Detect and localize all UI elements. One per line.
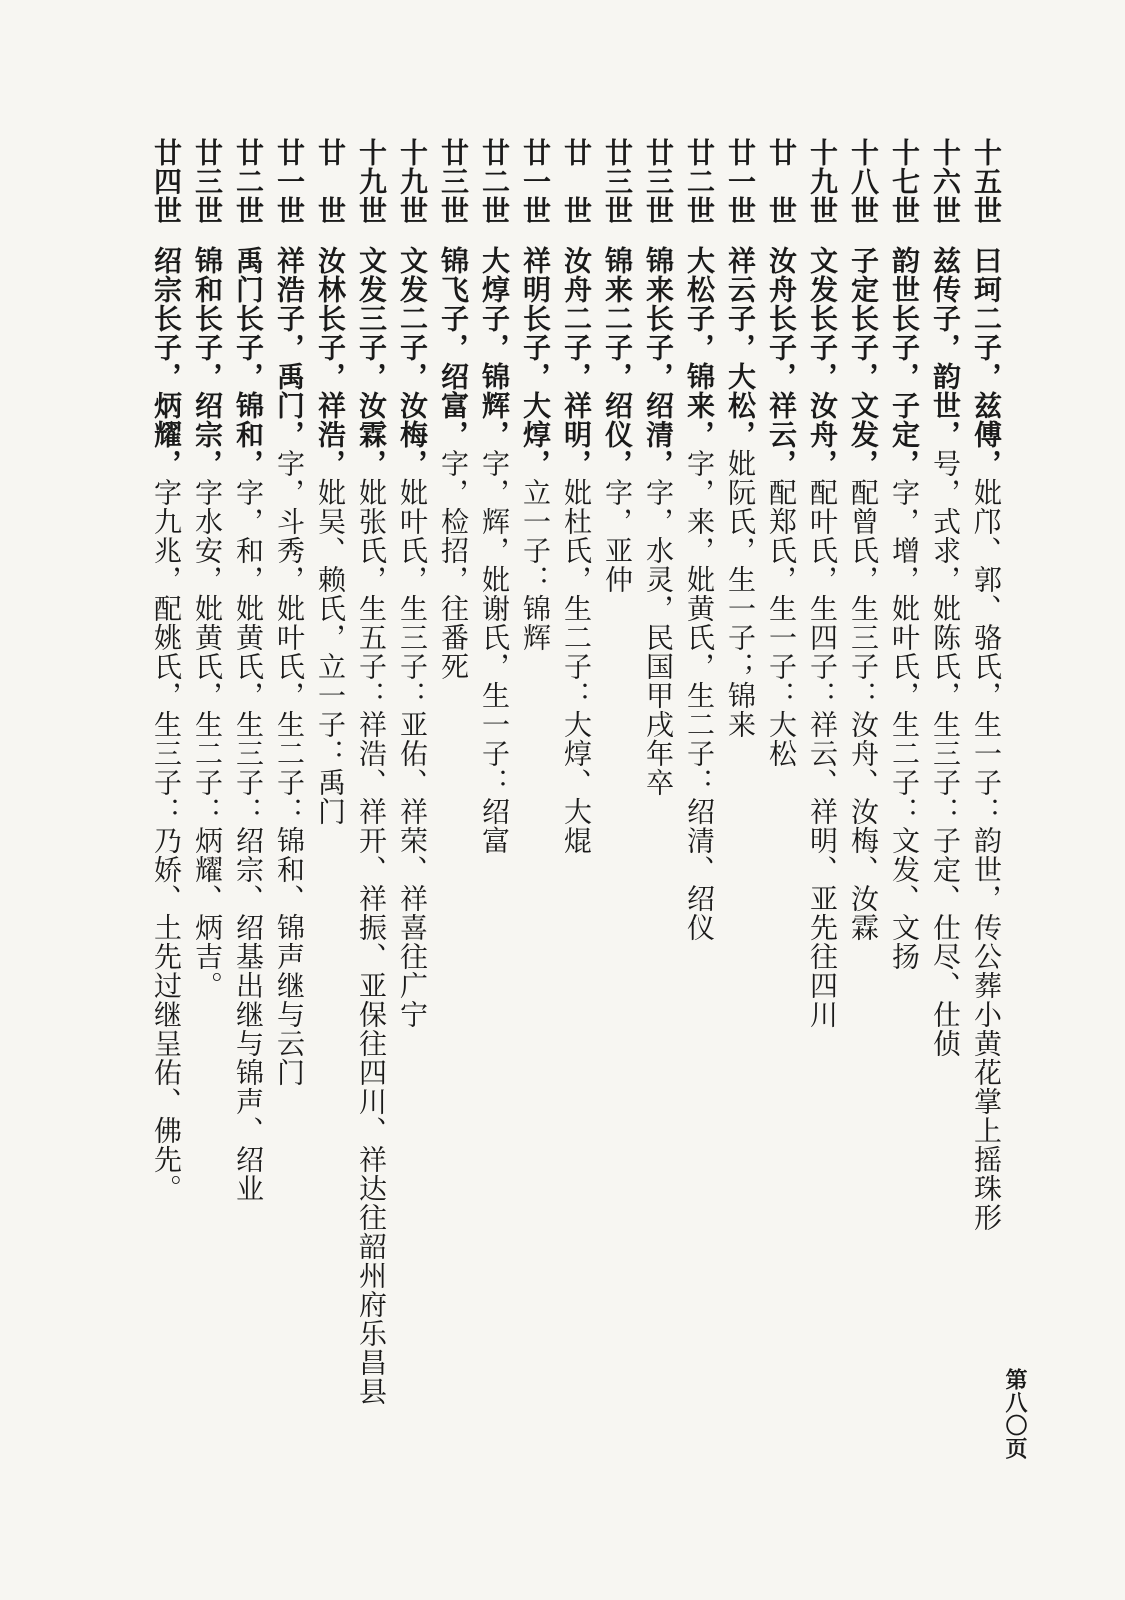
entry-text: 妣吴、赖氏，立一子：禹门 bbox=[314, 478, 347, 826]
entry-text: 字，亚仲 bbox=[601, 478, 634, 594]
generation-label: 廿一世 bbox=[519, 138, 552, 225]
entry-text: 妣阮氏，生一子；锦来 bbox=[724, 449, 757, 739]
generation-label: 廿三世 bbox=[437, 138, 470, 225]
entry-lead: 锦来长子，绍清， bbox=[642, 246, 675, 478]
generation-label: 十九世 bbox=[396, 138, 429, 225]
genealogy-entry bbox=[966, 138, 1007, 1232]
entry-text: 妣杜氏，生二子：大焞、大焜 bbox=[560, 478, 593, 855]
entry-lead: 汝舟长子，祥云， bbox=[765, 246, 798, 478]
entry-text: 立一子：锦辉 bbox=[519, 478, 552, 652]
entry-text: 配曾氏，生三子：汝舟、汝梅、汝霖 bbox=[847, 478, 880, 942]
generation-label: 廿 世 bbox=[560, 138, 593, 225]
entry-lead: 祥明长子，大焞， bbox=[519, 246, 552, 478]
entry-text: 字，辉，妣谢氏，生一子：绍富 bbox=[478, 449, 511, 855]
entry-lead: 汝舟二子，祥明， bbox=[560, 246, 593, 478]
genealogy-entry bbox=[679, 138, 720, 942]
generation-label: 廿三世 bbox=[642, 138, 675, 225]
generation-label: 廿 世 bbox=[314, 138, 347, 225]
entry-lead: 文发二子，汝梅， bbox=[396, 246, 429, 478]
entry-lead: 禹门长子，锦和， bbox=[232, 246, 265, 478]
entry-lead: 大松子，锦来， bbox=[683, 246, 716, 449]
entry-lead: 汝林长子，祥浩， bbox=[314, 246, 347, 478]
generation-label: 十五世 bbox=[970, 138, 1003, 225]
generation-label: 廿一世 bbox=[724, 138, 757, 225]
entry-lead: 文发三子，汝霖， bbox=[355, 246, 388, 478]
generation-label: 廿一世 bbox=[273, 138, 306, 225]
entry-text: 配郑氏，生一子：大松 bbox=[765, 478, 798, 768]
entry-text: 字，斗秀，妣叶氏，生二子：锦和、锦声继与云门 bbox=[273, 449, 306, 1087]
genealogy-entry bbox=[761, 138, 802, 768]
genealogy-entry bbox=[474, 138, 515, 855]
entry-text: 字，来，妣黄氏，生二子：绍清、绍仪 bbox=[683, 449, 716, 942]
generation-label: 廿二世 bbox=[232, 138, 265, 225]
generation-label: 十八世 bbox=[847, 138, 880, 225]
entry-lead: 文发长子，汝舟， bbox=[806, 246, 839, 478]
entry-text: 字，和，妣黄氏，生三子：绍宗、绍基出继与锦声、绍业 bbox=[232, 478, 265, 1203]
entry-lead: 子定长子，文发， bbox=[847, 246, 880, 478]
entry-lead: 祥浩子，禹门， bbox=[273, 246, 306, 449]
genealogy-entry bbox=[884, 138, 925, 971]
genealogy-entry bbox=[802, 138, 843, 1029]
generation-label: 廿 世 bbox=[765, 138, 798, 225]
entry-lead: 韵世长子，子定， bbox=[888, 246, 921, 478]
genealogy-entry bbox=[720, 138, 761, 739]
generation-label: 廿三世 bbox=[601, 138, 634, 225]
generation-label: 廿四世 bbox=[150, 138, 183, 225]
genealogy-entry bbox=[433, 138, 474, 681]
generation-label: 十九世 bbox=[355, 138, 388, 225]
entry-text: 字水安，妣黄氏，生二子：炳耀、炳吉。 bbox=[191, 478, 224, 1000]
genealogy-entry bbox=[392, 138, 433, 1029]
entry-lead: 曰珂二子，兹傅， bbox=[970, 246, 1003, 478]
genealogy-entry bbox=[146, 138, 187, 1203]
generation-label: 廿二世 bbox=[683, 138, 716, 225]
genealogy-entry bbox=[638, 138, 679, 797]
page-number: 第八〇页 bbox=[1002, 1368, 1028, 1460]
generation-label: 十九世 bbox=[806, 138, 839, 225]
entry-text: 妣叶氏，生三子：亚佑、祥荣、祥喜往广宁 bbox=[396, 478, 429, 1029]
entry-lead: 锦和长子，绍宗， bbox=[191, 246, 224, 478]
generation-label: 十七世 bbox=[888, 138, 921, 225]
genealogy-entry bbox=[843, 138, 884, 942]
entry-lead: 锦飞子，绍富， bbox=[437, 246, 470, 449]
entry-text: 号，式求，妣陈氏，生三子：子定、仕尽、仕侦 bbox=[929, 449, 962, 1058]
genealogy-entry bbox=[597, 138, 638, 594]
genealogy-entries bbox=[146, 138, 1007, 1438]
generation-label: 廿二世 bbox=[478, 138, 511, 225]
entry-lead: 绍宗长子，炳耀， bbox=[150, 246, 183, 478]
entry-lead: 锦来二子，绍仪， bbox=[601, 246, 634, 478]
entry-text: 妣邝、郭、骆氏，生一子：韵世，传公葬小黄花掌上摇珠形 bbox=[970, 478, 1003, 1232]
genealogy-entry bbox=[556, 138, 597, 855]
generation-label: 十六世 bbox=[929, 138, 962, 225]
entry-text: 妣张氏，生五子：祥浩、祥开、祥振、亚保往四川、祥达往韶州府乐昌县 bbox=[355, 478, 388, 1406]
entry-lead: 兹传子，韵世， bbox=[929, 246, 962, 449]
generation-label: 廿三世 bbox=[191, 138, 224, 225]
genealogy-entry bbox=[515, 138, 556, 652]
entry-text: 字九兆，配姚氏，生三子：乃娇、土先过继呈佑、佛先。 bbox=[150, 478, 183, 1203]
entry-lead: 祥云子，大松， bbox=[724, 246, 757, 449]
entry-text: 字，增，妣叶氏，生二子：文发、文扬 bbox=[888, 478, 921, 971]
entry-text: 字，水灵，民国甲戌年卒 bbox=[642, 478, 675, 797]
genealogy-entry bbox=[269, 138, 310, 1087]
entry-text: 字，检招，往番死 bbox=[437, 449, 470, 681]
genealogy-entry bbox=[228, 138, 269, 1203]
entry-lead: 大焞子，锦辉， bbox=[478, 246, 511, 449]
genealogy-entry bbox=[310, 138, 351, 826]
genealogy-entry bbox=[925, 138, 966, 1058]
genealogy-entry bbox=[187, 138, 228, 1000]
genealogy-entry bbox=[351, 138, 392, 1406]
entry-text: 配叶氏，生四子：祥云、祥明、亚先往四川 bbox=[806, 478, 839, 1029]
